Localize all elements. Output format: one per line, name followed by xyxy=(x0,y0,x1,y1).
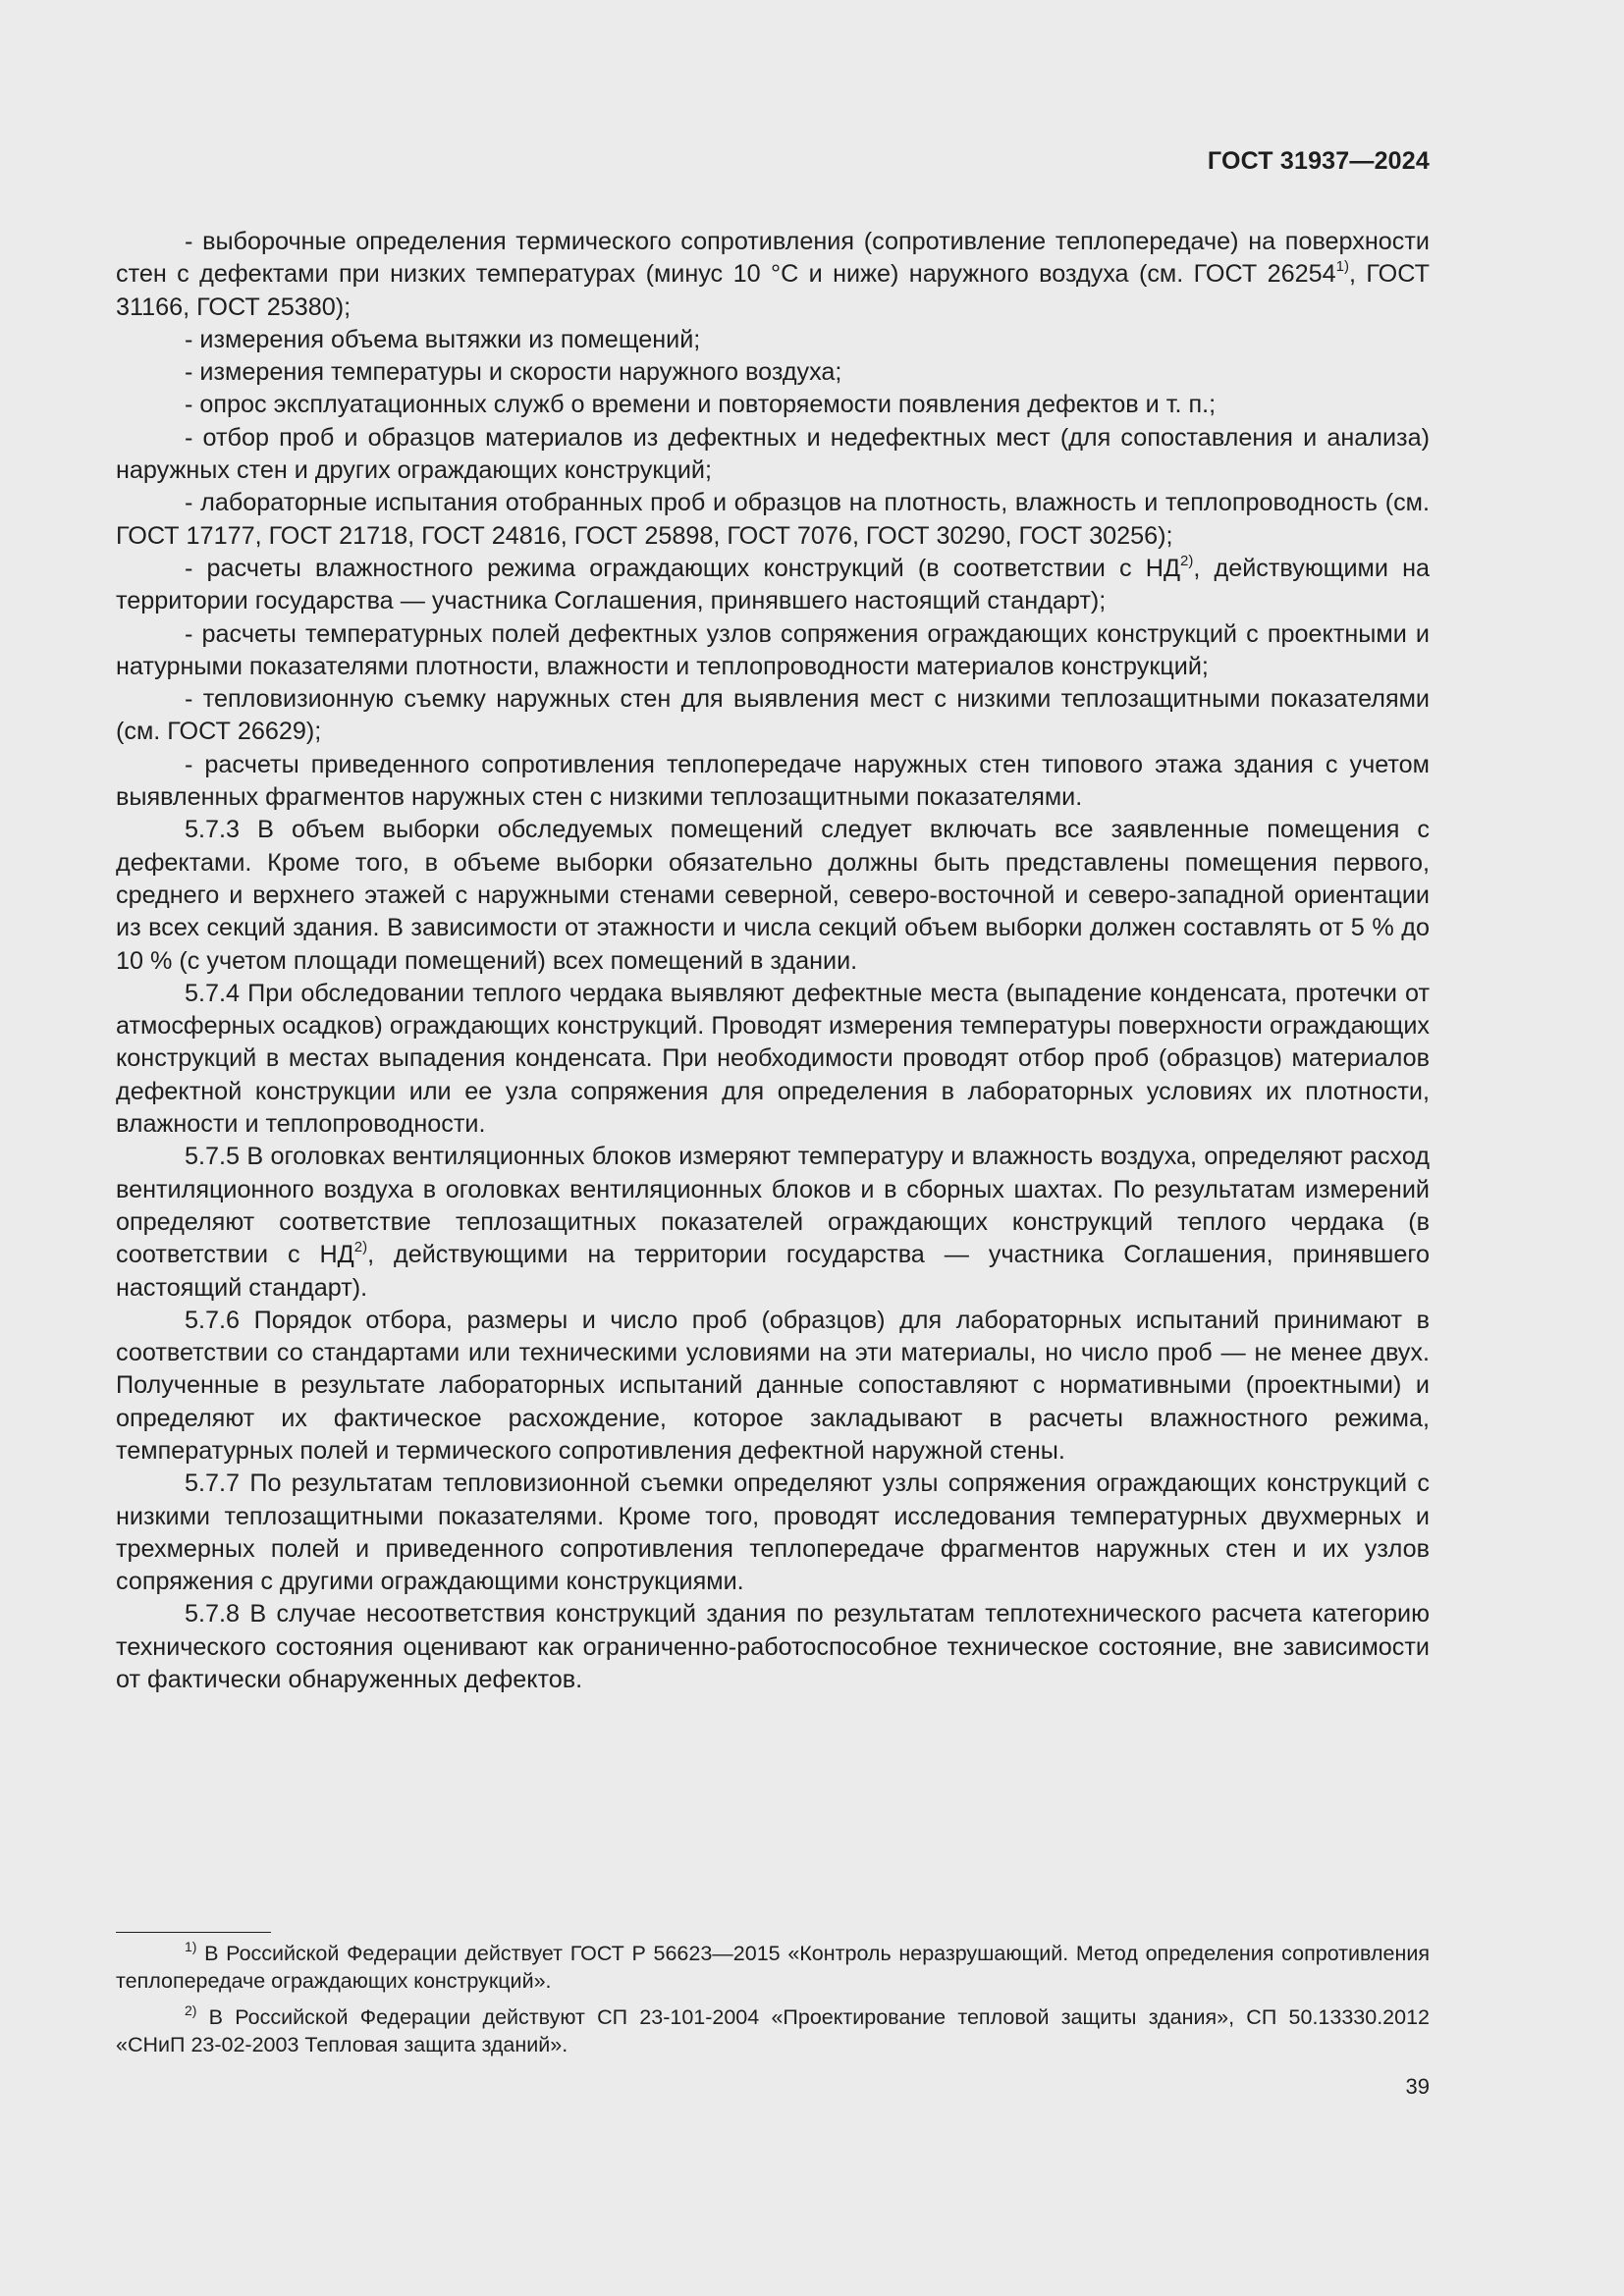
clause-5-7-7: 5.7.7 По результатам тепловизионной съемки определяют узлы сопряжения ограждающих конструкций с низкими теплозащитными показателями. Кроме того, проводят исследования температурных двухмерных и трехмерных полей и приведенного сопротивления теплопередаче фрагментов наружных стен и их узлов сопряжения с другими ограждающими конструкциями. xyxy=(116,1469,1430,1596)
paragraph-reduced-resistance: - расчеты приведенного сопротивления теплопередаче наружных стен типового этажа здания с учетом выявленных фрагментов наружных стен с низкими теплозащитными показателями. xyxy=(116,750,1430,812)
paragraph-outdoor-air: - измерения температуры и скорости наружного воздуха; xyxy=(185,358,842,387)
footnote-mark: 1) xyxy=(185,1938,197,1954)
paragraph-lab-tests: - лабораторные испытания отобранных проб и образцов на плотность, влажность и теплопроводность (см. ГОСТ 17177, ГОСТ 21718, ГОСТ 24816, ГОСТ 25898, ГОСТ 7076, ГОСТ 30290, ГОСТ 30256); xyxy=(116,489,1430,550)
clause-5-7-8: 5.7.8 В случае несоответствия конструкций здания по результатам теплотехнического расчета категорию технического состояния оценивают как ограниченно-работоспособное техническое состояние, вне зависимости от фактически обнаруженных дефектов. xyxy=(116,1600,1430,1694)
footnote-ref: 2) xyxy=(1180,552,1194,569)
paragraph-survey-services: - опрос эксплуатационных служб о времени и повторяемости появления дефектов и т. п.; xyxy=(185,391,1217,419)
footnote-2: $^{2)}$ В Российской Федерации действуют СП 23-101-2004 «Проектирование тепловой защиты здания», СП 50.13330.2012 «СНиП 23-02-2003 Тепловая защита зданий». xyxy=(116,2002,1430,2056)
footnotes xyxy=(116,1938,1430,2068)
paragraph-thermal-imaging: - тепловизионную съемку наружных стен для выявления мест с низкими теплозащитными показателями (см. ГОСТ 26629); xyxy=(116,685,1430,746)
paragraph-temperature-fields: - расчеты температурных полей дефектных узлов сопряжения ограждающих конструкций с проектными и натурными показателями плотности, влажности и теплопроводности материалов конструкций; xyxy=(116,619,1430,680)
paragraph-thermal-resistance: - выборочные определения термического сопротивления (сопротивление теплопередаче) на поверхности стен с дефектами при низких температурах (минус 10 °С и ниже) наружного воздуха (см. ГОСТ 26254$^{1)}$, ГОСТ 31166, ГОСТ 25380); xyxy=(116,228,1430,321)
clause-5-7-5: 5.7.5 В оголовках вентиляционных блоков измеряют температуру и влажность воздуха, определяют расход вентиляционного воздуха в оголовках вентиляционных блоков и в сборных шахтах. По результатам измерений определяют соответствие теплозащитных показателей ограждающих конструкций теплого чердака (в соответствии с НД$^{2)}$, действующими на территории государства — участника Соглашения, принявшего настоящий стандарт). xyxy=(116,1143,1430,1302)
footnote-ref: 2) xyxy=(353,1238,368,1255)
footnote-ref: 1) xyxy=(1335,257,1350,275)
clause-5-7-6: 5.7.6 Порядок отбора, размеры и число проб (образцов) для лабораторных испытаний принимают в соответствии со стандартами или техническими условиями на эти материалы, но число проб — не менее двух. Полученные в результате лабораторных испытаний данные сопоставляют с нормативными (проектными) и определяют их фактическое расхождение, которое закладывают в расчеты влажностного режима, температурных полей и термического сопротивления дефектной наружной стены. xyxy=(116,1306,1430,1465)
footnote-divider xyxy=(116,1932,271,1933)
document-body xyxy=(116,226,1430,1696)
page-number: 39 xyxy=(1405,2074,1430,2099)
footnote-1: $^{1)}$ В Российской Федерации действует ГОСТ Р 56623—2015 «Контроль неразрушающий. Метод определения сопротивления теплопередаче ограждающих конструкций». xyxy=(116,1938,1430,1993)
clause-5-7-3: 5.7.3 В объем выборки обследуемых помещений следует включать все заявленные помещения с дефектами. Кроме того, в объеме выборки обязательно должны быть представлены помещения первого, среднего и верхнего этажей с наружными стенами северной, северо-восточной и северо-западной ориентации из всех секций здания. В зависимости от этажности и числа секций объем выборки должен составлять от 5 % до 10 % (с учетом площади помещений) всех помещений в здании. xyxy=(116,816,1430,975)
paragraph-moisture-calc: - расчеты влажностного режима ограждающих конструкций (в соответствии с НД$^{2)}$, действующими на территории государства — участника Соглашения, принявшего настоящий стандарт); xyxy=(116,552,1430,615)
document-header: ГОСТ 31937—2024 xyxy=(1207,147,1430,175)
paragraph-exhaust-volume: - измерения объема вытяжки из помещений; xyxy=(185,325,701,353)
paragraph-sampling: - отбор проб и образцов материалов из дефектных и недефектных мест (для сопоставления и анализа) наружных стен и других ограждающих конструкций; xyxy=(116,423,1430,485)
clause-5-7-4: 5.7.4 При обследовании теплого чердака выявляют дефектные места (выпадение конденсата, протечки от атмосферных осадков) ограждающих конструкций. Проводят измерения температуры поверхности ограждающих конструкций в местах выпадения конденсата. При необходимости проводят отбор проб (образцов) материалов дефектной конструкции или ее узла сопряжения для определения в лабораторных условиях их плотности, влажности и теплопроводности. xyxy=(116,979,1430,1139)
footnote-mark: 2) xyxy=(185,2002,197,2018)
